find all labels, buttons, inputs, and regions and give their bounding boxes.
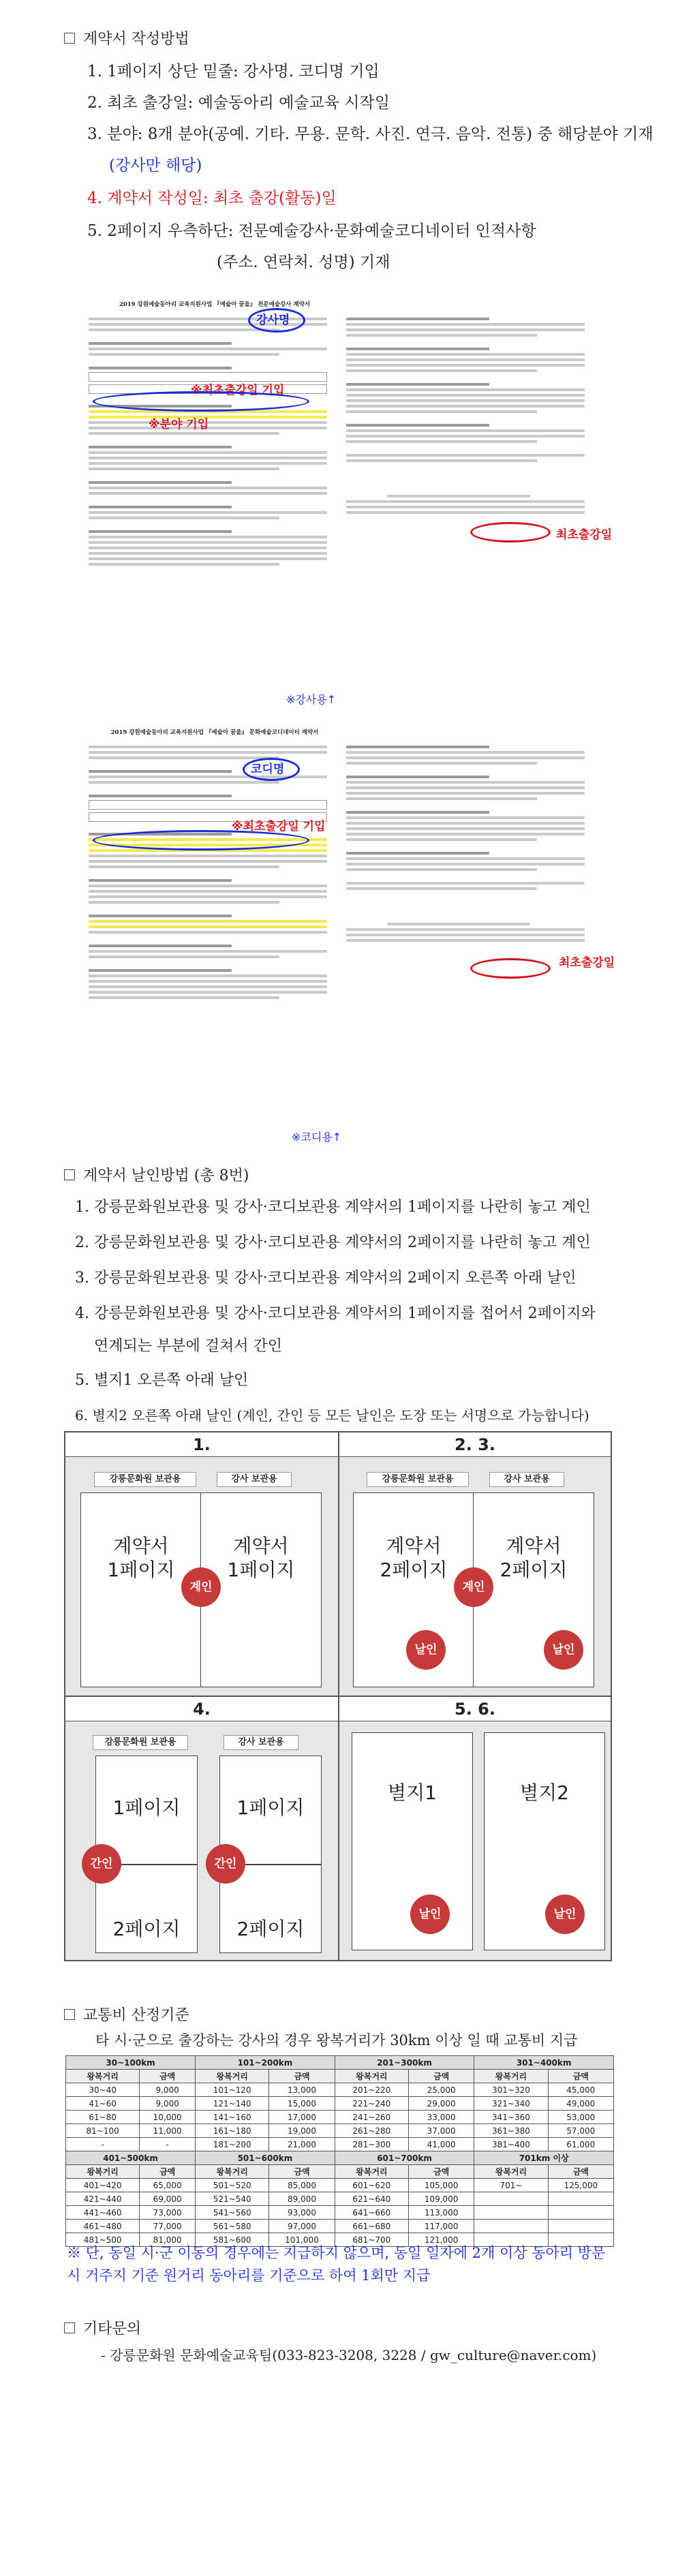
page-text: 2페이지 [236,1918,305,1940]
writing-step-4: 4. 계약서 작성일: 최초 출강(활동)일 [87,189,337,207]
table-cell: 681~700 [335,2233,408,2247]
seal-step-5: 5. 별지1 오른쪽 아래 날인 [75,1372,249,1389]
page-text: 2페이지 [112,1918,181,1940]
teacher-contract-left-column [89,315,327,568]
table-cell: 61,000 [548,2138,613,2151]
coordinator-contract-right-column [346,743,585,945]
table-row [66,2179,614,2192]
fare-header-cell: 왕복거리 [196,2070,269,2083]
writing-step-2: 2. 최초 출강일: 예술동아리 예술교육 시작일 [87,94,390,112]
page-text: 계약서 1페이지 [107,1535,175,1581]
table-cell: 85,000 [269,2179,335,2192]
seal-diagram [64,1431,612,1961]
table-cell: 601~620 [335,2179,408,2192]
table-cell: - [140,2138,196,2151]
table-cell: 93,000 [269,2206,335,2220]
fare-band-cell: 301~400km [474,2056,614,2070]
seal-ganin: 간인 [206,1844,245,1884]
table-cell: 29,000 [408,2097,474,2111]
coordinator-name-annotation: 코디명 [251,763,285,776]
table-row [66,2206,614,2220]
seal-step-4: 4. 강릉문화원보관용 및 강사·코디보관용 계약서의 1페이지를 접어서 2페이지와 [75,1305,596,1322]
fare-header-cell: 금액 [548,2070,613,2083]
table-cell [548,2206,613,2220]
writing-step-5-detail: (주소. 연락처. 성명) 기재 [217,254,390,271]
fare-band-cell: 30~100km [66,2056,196,2070]
writing-step-3: 3. 분야: 8개 분야(공예. 기타. 무용. 문학. 사진. 연극. 음악. 전통) 중 해당분야 기재 [87,125,654,143]
fare-band-cell: 601~700km [335,2151,474,2165]
coordinator-sign-date-ellipse [470,958,551,979]
table-cell: 41~60 [66,2097,140,2111]
table-cell: - [66,2138,140,2151]
fare-band-cell: 401~500km [66,2151,196,2165]
table-cell: 33,000 [408,2111,474,2124]
section-title-writing: 계약서 작성방법 [64,27,189,48]
fare-table [65,2055,614,2247]
fare-band-cell: 101~200km [196,2056,335,2070]
table-cell: 121~140 [196,2097,269,2111]
tag-teacher-copy: 강사 보관용 [217,1472,292,1487]
tag-center-copy: 강릉문화원 보관용 [367,1472,469,1487]
fare-header-cell: 금액 [408,2165,474,2179]
table-cell: 201~220 [335,2083,408,2097]
seal-gyein: 계인 [454,1567,493,1607]
section-title-fare: 교통비 산정기준 [64,2004,189,2025]
coordinator-contract-image [89,728,615,1123]
table-row [66,2124,614,2138]
table-cell: 121,000 [408,2233,474,2247]
table-cell: 81,000 [140,2233,196,2247]
table-cell: 113,000 [408,2206,474,2220]
table-cell: 81~100 [66,2124,140,2138]
table-cell: 30~40 [66,2083,140,2097]
table-cell: 441~460 [66,2206,140,2220]
table-cell: 501~520 [196,2179,269,2192]
table-cell: 61~80 [66,2111,140,2124]
table-cell: 105,000 [408,2179,474,2192]
tag-teacher-copy: 강사 보관용 [224,1735,298,1750]
table-row [66,2192,614,2206]
table-cell: 641~660 [335,2206,408,2220]
tag-center-copy: 강릉문화원 보관용 [93,1735,188,1750]
table-cell: 221~240 [335,2097,408,2111]
fare-header-cell: 왕복거리 [474,2070,548,2083]
table-cell: 9,000 [140,2083,196,2097]
table-cell: 53,000 [548,2111,613,2124]
teacher-sign-date-annotation: 최초출강일 [556,528,613,542]
table-cell [548,2192,613,2206]
page-text: 계약서 2페이지 [380,1535,448,1581]
fare-band-row [66,2151,614,2165]
table-cell: 57,000 [548,2124,613,2138]
table-cell: 621~640 [335,2192,408,2206]
fare-header-cell: 왕복거리 [66,2165,140,2179]
seal-gyein: 계인 [181,1567,221,1607]
table-cell: 241~260 [335,2111,408,2124]
table-cell [474,2220,548,2233]
table-cell: 261~280 [335,2124,408,2138]
table-cell: 10,000 [140,2111,196,2124]
table-cell: 581~600 [196,2233,269,2247]
coordinator-contract-caption: ※코디용↑ [292,1131,342,1144]
fare-header-cell: 금액 [140,2070,196,2083]
fare-header-row [66,2165,614,2179]
teacher-contract-image [89,300,613,681]
table-cell: 661~680 [335,2220,408,2233]
panel-label-2-3: 2. 3. [339,1432,611,1457]
checkbox-icon [64,1169,75,1180]
table-row [66,2138,614,2151]
teacher-first-date-ellipse [93,391,309,412]
panel-step-5-6 [339,1696,611,1961]
coordinator-contract-title: 2019 강원예술동아리 교육지원사업 『예술아 꿈을』 문화예술코디네이터 계약서 [110,729,319,736]
table-cell: 89,000 [269,2192,335,2206]
fare-band-row [66,2056,614,2070]
checkbox-icon [64,2322,75,2333]
table-cell: 109,000 [408,2192,474,2206]
table-cell: 401~420 [66,2179,140,2192]
fare-header-cell: 금액 [269,2070,335,2083]
seal-nalin: 날인 [545,1895,585,1934]
table-cell: 521~540 [196,2192,269,2206]
table-cell: 21,000 [269,2138,335,2151]
table-cell: 11,000 [140,2124,196,2138]
table-row [66,2097,614,2111]
table-cell: 49,000 [548,2097,613,2111]
section-title-seal: 계약서 날인방법 (총 8번) [64,1164,249,1185]
fare-header-cell: 왕복거리 [335,2070,408,2083]
table-cell: 541~560 [196,2206,269,2220]
table-cell: 65,000 [140,2179,196,2192]
table-cell: 97,000 [269,2220,335,2233]
page-text: 계약서 2페이지 [500,1535,568,1581]
table-cell: 101~120 [196,2083,269,2097]
teacher-field-annotation: ※분야 기입 [149,418,209,431]
table-cell: 73,000 [140,2206,196,2220]
table-cell: 125,000 [548,2179,613,2192]
table-cell: 321~340 [474,2097,548,2111]
table-cell: 117,000 [408,2220,474,2233]
fare-band-cell: 501~600km [196,2151,335,2165]
table-cell: 301~320 [474,2083,548,2097]
section-title-other: 기타문의 [64,2317,141,2338]
fare-header-cell: 금액 [408,2070,474,2083]
table-cell: 561~580 [196,2220,269,2233]
fare-header-cell: 금액 [548,2165,613,2179]
fare-header-cell: 금액 [269,2165,335,2179]
table-row [66,2220,614,2233]
panel-step-1 [65,1432,339,1696]
teacher-sign-date-ellipse [470,522,551,542]
table-cell: 13,000 [269,2083,335,2097]
table-cell: 161~180 [196,2124,269,2138]
tag-center-copy: 강릉문화원 보관용 [94,1472,196,1487]
seal-step-6: 6. 별지2 오른쪽 아래 날인 (계인, 간인 등 모든 날인은 도장 또는 서명으로 가능합니다) [75,1407,589,1424]
checkbox-icon [64,2009,75,2020]
table-cell: 77,000 [140,2220,196,2233]
writing-step-5: 5. 2페이지 우측하단: 전문예술강사·문화예술코디네이터 인적사항 [87,222,536,240]
fare-header-cell: 왕복거리 [66,2070,140,2083]
table-cell: 341~360 [474,2111,548,2124]
table-cell: 37,000 [408,2124,474,2138]
table-cell: 181~200 [196,2138,269,2151]
teacher-name-annotation: 강사명 [256,313,290,327]
coordinator-first-date-ellipse [93,830,309,850]
panel-label-1: 1. [65,1432,338,1457]
seal-step-1: 1. 강릉문화원보관용 및 강사·코디보관용 계약서의 1페이지를 나란히 놓고 계인 [75,1199,591,1216]
panel-label-4: 4. [65,1697,338,1721]
fare-header-row [66,2070,614,2083]
panel-step-2-3 [339,1432,611,1696]
seal-step-3: 3. 강릉문화원보관용 및 강사·코디보관용 계약서의 2페이지 오른쪽 아래 날인 [75,1270,577,1287]
page-text: 별지2 [520,1781,569,1804]
teacher-contract-title: 2019 강원예술동아리 교육지원사업 『예술아 꿈을』 전문예술강사 계약서 [119,301,311,308]
writing-step-3-note: (강사만 해당) [109,157,202,174]
fare-subtitle: 타 시·군으로 출강하는 강사의 경우 왕복거리가 30km 이상 일 때 교통비 지급 [95,2032,578,2049]
contact-info: - 강릉문화원 문화예술교육팀(033-823-3208, 3228 / gw_culture@naver.com) [101,2347,597,2363]
seal-ganin: 간인 [82,1844,121,1884]
page-text: 별지1 [388,1781,437,1804]
table-cell: 45,000 [548,2083,613,2097]
table-cell: 361~380 [474,2124,548,2138]
page-text: 1페이지 [112,1796,181,1819]
fare-header-cell: 왕복거리 [196,2165,269,2179]
teacher-first-date-annotation: ※최초출강일 기입 [191,384,285,397]
tag-teacher-copy: 강사 보관용 [489,1472,564,1487]
teacher-contract-caption: ※강사용↑ [286,693,337,706]
seal-nalin: 날인 [410,1895,450,1934]
panel-label-5-6: 5. 6. [339,1697,611,1721]
seal-nalin: 날인 [406,1630,446,1670]
table-row [66,2111,614,2124]
table-cell: 101,000 [269,2233,335,2247]
coordinator-sign-date-annotation: 최초출강일 [559,956,615,970]
panel-step-4 [65,1696,339,1961]
fare-band-cell: 201~300km [335,2056,474,2070]
coordinator-contract-left-column [89,743,327,1002]
page-text: 계약서 1페이지 [227,1535,295,1581]
table-cell: 25,000 [408,2083,474,2097]
table-cell: 41,000 [408,2138,474,2151]
table-cell [474,2206,548,2220]
checkbox-icon [64,33,75,44]
writing-step-1: 1. 1페이지 상단 밑줄: 강사명. 코디명 기입 [87,63,380,80]
table-cell: 461~480 [66,2220,140,2233]
table-cell: 481~500 [66,2233,140,2247]
seal-step-4-detail: 연계되는 부분에 걸쳐서 간인 [94,1338,283,1355]
table-cell [548,2220,613,2233]
table-cell: 69,000 [140,2192,196,2206]
table-cell: 421~440 [66,2192,140,2206]
seal-step-2: 2. 강릉문화원보관용 및 강사·코디보관용 계약서의 2페이지를 나란히 놓고 계인 [75,1234,591,1251]
page-text: 1페이지 [236,1796,305,1819]
annex-2-page [484,1732,605,1950]
table-cell: 701~ [474,2179,548,2192]
table-row [66,2083,614,2097]
table-cell: 17,000 [269,2111,335,2124]
fare-note: ※ 단, 동일 시·군 이동의 경우에는 지급하지 않으며, 동일 일자에 2개 이상 동아리 방문 시 거주지 기준 원거리 동아리를 기준으로 하여 1회만 지급 [67,2245,606,2284]
table-cell: 281~300 [335,2138,408,2151]
teacher-contract-right-column [346,315,585,517]
table-cell: 9,000 [140,2097,196,2111]
seal-nalin: 날인 [544,1630,583,1670]
table-cell: 15,000 [269,2097,335,2111]
table-cell: 141~160 [196,2111,269,2124]
table-cell: 381~400 [474,2138,548,2151]
fare-band-cell: 701km 이상 [474,2151,614,2165]
fare-header-cell: 왕복거리 [474,2165,548,2179]
fare-header-cell: 금액 [140,2165,196,2179]
table-cell [474,2192,548,2206]
coordinator-first-date-annotation: ※최초출강일 기입 [232,820,326,833]
fare-header-cell: 왕복거리 [335,2165,408,2179]
table-cell: 19,000 [269,2124,335,2138]
